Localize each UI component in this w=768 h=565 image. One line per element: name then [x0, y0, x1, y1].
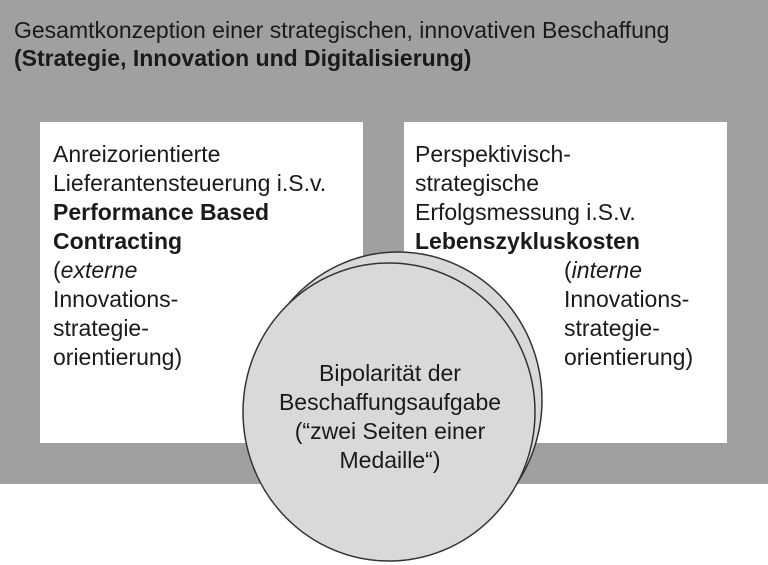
right-box-line-6: strategie- [564, 315, 660, 341]
left-box-bold-2: Contracting [53, 228, 183, 254]
left-box-line-6: strategie- [53, 315, 149, 341]
left-box-italic: externe [60, 257, 138, 283]
left-box-line-7: orientierung) [53, 344, 183, 370]
right-box-bold: Lebenszykluskosten [415, 228, 640, 254]
left-box-line-2: Lieferantensteuerung i.S.v. [53, 170, 327, 196]
left-box-paren: ( [53, 257, 61, 283]
right-box-line-2: strategische [415, 170, 540, 196]
right-box-line-5: Innovations- [564, 286, 690, 312]
left-box-bold-1: Performance Based [53, 199, 270, 225]
right-box-line-1: Perspektivisch- [415, 141, 571, 167]
diagram-title: Gesamtkonzeption einer strategischen, innovativen Beschaffung [14, 17, 670, 43]
diagram-subtitle: (Strategie, Innovation und Digitalisierung) [14, 45, 472, 71]
center-text-line-2: Beschaffungsaufgabe [278, 389, 502, 415]
center-text-line-1: Bipolarität der [319, 360, 461, 386]
center-text-line-4: Medaille“) [339, 447, 441, 473]
left-box-line-5: Innovations- [53, 286, 179, 312]
center-text-line-3: (“zwei Seiten einer [294, 418, 486, 444]
right-box-paren: ( [564, 257, 572, 283]
right-box-line-3: Erfolgsmessung i.S.v. [415, 199, 636, 225]
right-box-line-7: orientierung) [564, 344, 694, 370]
left-box-line-1: Anreizorientierte [53, 141, 221, 167]
right-box-italic: interne [571, 257, 642, 283]
